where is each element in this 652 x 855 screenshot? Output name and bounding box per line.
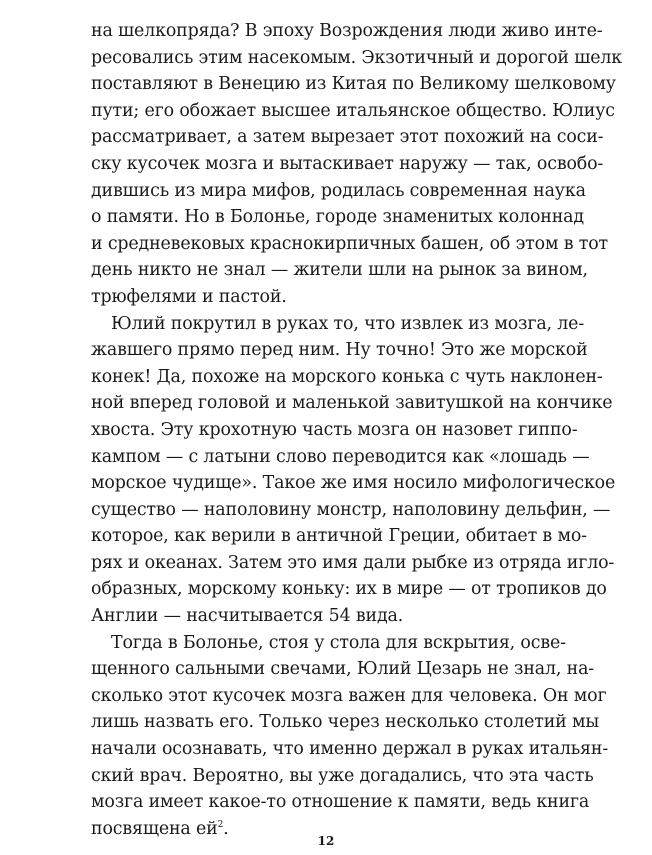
text-line: дившись из мира мифов, родилась современная наука bbox=[91, 180, 586, 201]
text-line: Тогда в Болонье, стоя у стола для вскрытия, осве- bbox=[111, 632, 566, 653]
text-line: лишь назвать его. Только через несколько столетий мы bbox=[91, 712, 600, 733]
final-line-ending: . bbox=[223, 818, 229, 839]
text-line: конек! Да, похоже на морского конька с чуть наклонен- bbox=[91, 366, 603, 387]
text-line: щенного сальными свечами, Юлий Цезарь не знал, на- bbox=[91, 659, 595, 680]
text-line: морское чудище». Такое же имя носило мифологическое bbox=[91, 473, 616, 494]
paragraph-3 bbox=[91, 630, 609, 843]
text-line: Англии — насчитывается 54 вида. bbox=[91, 606, 404, 627]
text-line: жавшего прямо перед ним. Ну точно! Это же морской bbox=[91, 340, 588, 361]
text-line: о памяти. Но в Болонье, городе знаменитых колоннад bbox=[91, 207, 584, 228]
text-line: кампом — с латыни слово переводится как «лошадь — bbox=[91, 446, 590, 467]
text-line: ску кусочек мозга и вытаскивает наружу — так, освобо- bbox=[91, 153, 604, 174]
paragraph-2 bbox=[91, 311, 616, 630]
text-line: трюфелями и пастой. bbox=[91, 286, 287, 307]
footnote-ref[interactable]: 2 bbox=[217, 820, 224, 831]
text-line: которое, как верили в античной Греции, обитает в мо- bbox=[91, 526, 587, 547]
text-line: ной вперед головой и маленькой завитушкой на кончике bbox=[91, 393, 613, 414]
text-line: ресовались этим насекомым. Экзотичный и дорогой шелк bbox=[91, 47, 623, 68]
text-line: существо — наполовину монстр, наполовину дельфин, — bbox=[91, 499, 611, 520]
text-line: поставляют в Венецию из Китая по Великому шелковому bbox=[91, 74, 616, 95]
text-line: пути; его обожает высшее итальянское общество. Юлиус bbox=[91, 100, 615, 121]
text-line: образных, морскому коньку: их в мире — от тропиков до bbox=[91, 579, 607, 600]
final-line-text: посвящена ей bbox=[91, 818, 218, 839]
text-line: мозга имеет какое-то отношение к памяти, ведь книга bbox=[91, 792, 590, 813]
text-line: ский врач. Вероятно, вы уже догадались, что эта часть bbox=[91, 765, 594, 786]
paragraph-1 bbox=[91, 18, 623, 311]
page-number: 12 bbox=[317, 834, 335, 848]
text-line: рассматривает, а затем вырезает этот похожий на соси- bbox=[91, 127, 604, 148]
text-line: начали осознавать, что именно держал в руках итальян- bbox=[91, 739, 609, 760]
page-body bbox=[91, 18, 623, 842]
text-line: и средневековых краснокирпичных башен, об этом в тот bbox=[91, 233, 609, 254]
text-line: рях и океанах. Затем это имя дали рыбке из отряда игло- bbox=[91, 552, 615, 573]
text-line: день никто не знал — жители шли на рынок за вином, bbox=[91, 260, 588, 281]
text-line: хвоста. Эту крохотную часть мозга он назовет гиппо- bbox=[91, 419, 578, 440]
text-line: сколько этот кусочек мозга важен для человека. Он мог bbox=[91, 685, 607, 706]
text-line: Юлий покрутил в руках то, что извлек из мозга, ле- bbox=[111, 313, 585, 334]
text-line: на шелкопряда? В эпоху Возрождения люди живо инте- bbox=[91, 21, 603, 41]
